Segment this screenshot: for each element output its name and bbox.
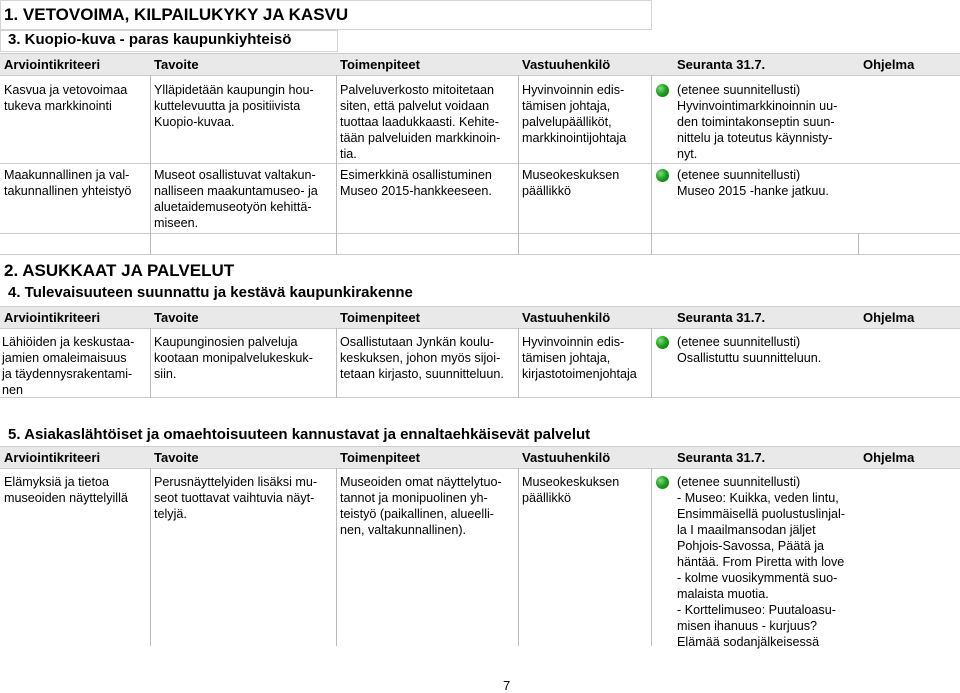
column-divider [150,75,151,255]
column-divider [518,328,519,398]
status-green-icon [656,476,669,489]
goal-cell: Kaupunginosien palveluja kootaan monipalvelukeskuk- siin. [154,335,313,381]
section2-subtitle: 4. Tulevaisuuteen suunnattu ja kestävä kaupunkirakenne [8,284,413,301]
header-responsible: Vastuuhenkilö [522,57,611,72]
table-row [0,328,960,398]
column-divider [651,328,652,398]
header-followup: Seuranta 31.7. [677,57,766,72]
header-responsible: Vastuuhenkilö [522,310,611,325]
responsible-cell: Museokeskuksen päällikkö [522,475,620,505]
header-goal: Tavoite [154,450,199,465]
column-divider [651,75,652,255]
table-row [0,468,960,649]
actions-cell: Palveluverkosto mitoitetaan siten, että palvelut voidaan tuottaa laadukkaasti. Kehite- tään palveluiden markkinoin- tia. [340,83,501,161]
criterion-cell: Elämyksiä ja tietoa museoiden näyttelyillä [4,475,128,505]
criterion-cell: Lähiöiden ja keskustaa- jamien omaleimaisuus ja täydennysrakentami- nen [2,335,135,397]
header-actions: Toimenpiteet [340,310,420,325]
header-responsible: Vastuuhenkilö [522,450,611,465]
followup-cell: (etenee suunnitellusti) Hyvinvointimarkkinoinnin uu- den toimintakonseptin suun- nittelu ja toteutus käynnisty- nyt. [677,83,838,161]
table-header-row [0,306,960,328]
table-row [0,75,960,163]
header-criterion: Arviointikriteeri [4,310,101,325]
header-criterion: Arviointikriteeri [4,57,101,72]
header-actions: Toimenpiteet [340,57,420,72]
status-green-icon [656,84,669,97]
header-followup: Seuranta 31.7. [677,450,766,465]
followup-cell: (etenee suunnitellusti) Osallistuttu suunnitteluun. [677,335,822,365]
goal-cell: Museot osallistuvat valtakun- nalliseen maakuntamuseo- ja aluetaidemuseotyön kehittä- miseen. [154,168,318,230]
column-divider [150,468,151,646]
actions-cell: Esimerkkinä osallistuminen Museo 2015-hankkeeseen. [340,168,492,198]
page-number: 7 [503,678,511,693]
section2-title: 2. ASUKKAAT JA PALVELUT [4,261,235,280]
column-divider [150,328,151,398]
header-followup: Seuranta 31.7. [677,310,766,325]
header-program: Ohjelma [863,450,915,465]
table-header-row [0,446,960,468]
responsible-cell: Museokeskuksen päällikkö [522,168,620,198]
table-row [0,163,960,233]
header-criterion: Arviointikriteeri [4,450,101,465]
status-green-icon [656,336,669,349]
header-actions: Toimenpiteet [340,450,420,465]
header-program: Ohjelma [863,310,915,325]
column-divider [336,468,337,646]
goal-cell: Perusnäyttelyiden lisäksi mu- seot tuottavat vaihtuvia näyt- telyjä. [154,475,318,521]
criterion-cell: Maakunnallinen ja val- takunnallinen yhteistyö [4,168,132,198]
status-green-icon [656,169,669,182]
responsible-cell: Hyvinvoinnin edis- tämisen johtaja, palvelupäälliköt, markkinointijohtaja [522,83,627,145]
responsible-cell: Hyvinvoinnin edis- tämisen johtaja, kirjastotoimenjohtaja [522,335,637,381]
criterion-cell: Kasvua ja vetovoimaa tukeva markkinointi [4,83,128,113]
section1-title: 1. VETOVOIMA, KILPAILUKYKY JA KASVU [4,5,349,24]
section1-subtitle: 3. Kuopio-kuva - paras kaupunkiyhteisö [8,31,292,48]
section3-subtitle: 5. Asiakaslähtöiset ja omaehtoisuuteen kannustavat ja ennaltaehkäisevät palvelut [8,426,591,443]
table-header-row [0,53,960,75]
column-divider [518,75,519,255]
column-divider [518,468,519,646]
column-divider [858,233,859,255]
header-goal: Tavoite [154,57,199,72]
header-goal: Tavoite [154,310,199,325]
column-divider [651,468,652,646]
followup-cell: (etenee suunnitellusti) Museo 2015 -hanke jatkuu. [677,168,829,198]
actions-cell: Osallistutaan Jynkän koulu- keskuksen, johon myös sijoi- tetaan kirjasto, suunnitteluun. [340,335,504,381]
column-divider [336,328,337,398]
followup-cell: (etenee suunnitellusti) - Museo: Kuikka, veden lintu, Ensimmäisellä puolustuslinjal- la I maailmansodan jäljet Pohjois-Savossa, Päätä ja häntää. From Piretta with love - kolme vuosikymmentä suo- malaista muotia. - Korttelimuseo: Puutaloasu- misen ihanuus - kurjuus? Elämää sodanjälkeisessä [677,475,845,649]
actions-cell: Museoiden omat näyttelytuo- tannot ja monipuolinen yh- teistyö (paikallinen, alueelli- nen, valtakunnallinen). [340,475,502,537]
empty-row [0,233,960,255]
goal-cell: Ylläpidetään kaupungin hou- kuttelevuutta ja positiivista Kuopio-kuvaa. [154,83,314,129]
column-divider [336,75,337,255]
header-program: Ohjelma [863,57,915,72]
